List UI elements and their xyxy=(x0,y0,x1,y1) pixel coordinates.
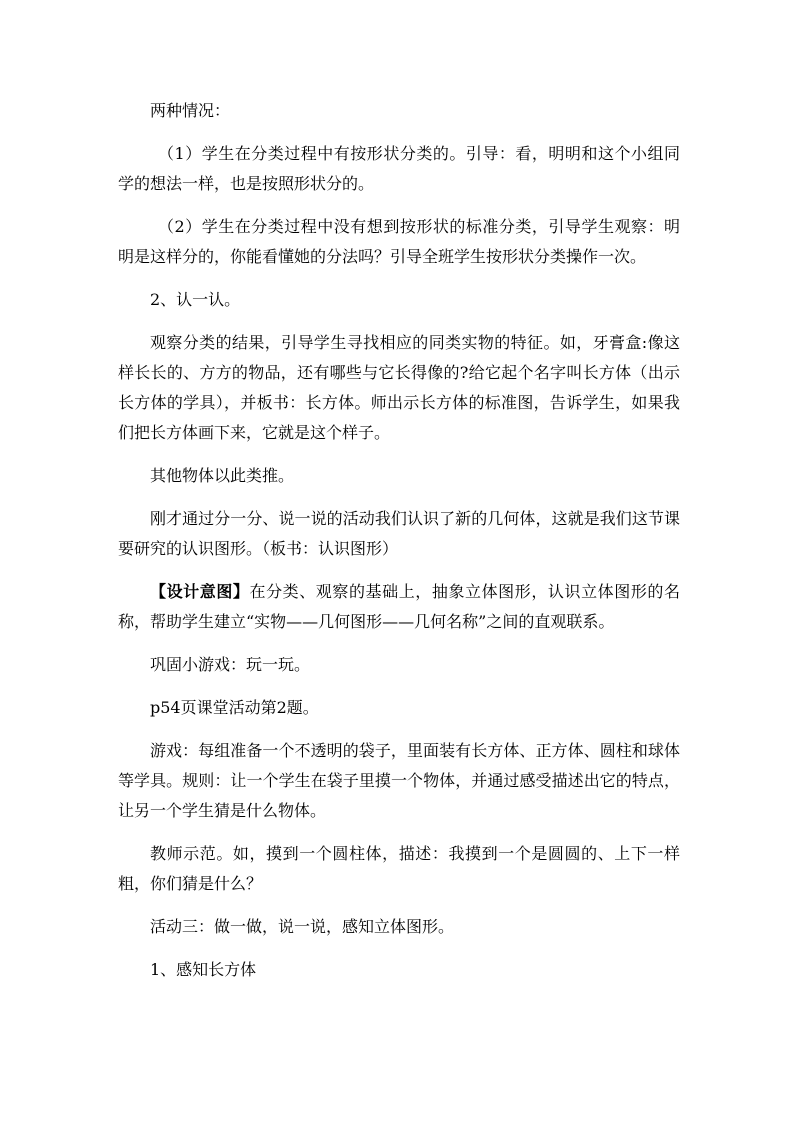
paragraph-mini-game: 巩固小游戏：玩一玩。 xyxy=(150,655,311,674)
paragraph-design-intent xyxy=(118,577,680,637)
document-body xyxy=(118,96,680,998)
paragraph-two-cases: 两种情况： xyxy=(150,101,231,120)
paragraph-page-reference: p54页课堂活动第2题。 xyxy=(150,698,319,717)
paragraph-lesson-topic: 刚才通过分一分、说一说的活动我们认识了新的几何体，这就是我们这节课要研究的认识图形。（板书：认识图形） xyxy=(118,509,680,558)
paragraph-case-2: （2）学生在分类过程中没有想到按形状的标准分类，引导学生观察：明明是这样分的，你能看懂她的分法吗？引导全班学生按形状分类操作一次。 xyxy=(118,217,680,266)
paragraph-observe-classification: 观察分类的结果，引导学生寻找相应的同类实物的特征。如，牙膏盒:像这样长长的、方方的物品，还有哪些与它长得像的?给它起个名字叫长方体（出示长方体的学具），并板书：长方体。师出示长方体的标准图，告诉学生，如果我们把长方体画下来，它就是这个样子。 xyxy=(118,333,680,442)
paragraph-case-1: （1）学生在分类过程中有按形状分类的。引导：看，明明和这个小组同学的想法一样，也是按照形状分的。 xyxy=(118,144,680,193)
paragraph-activity-3: 活动三：做一做，说一说，感知立体图形。 xyxy=(150,917,455,936)
paragraph-teacher-demo: 教师示范。如，摸到一个圆柱体，描述：我摸到一个是圆圆的、上下一样粗，你们猜是什么？ xyxy=(118,844,680,893)
design-intent-text: 在分类、观察的基础上，抽象立体图形，认识立体图形的名称，帮助学生建立“实物——几何图形——几何名称”之间的直观联系。 xyxy=(118,582,680,631)
paragraph-perceive-cuboid: 1、感知长方体 xyxy=(150,960,257,979)
design-intent-label: 【设计意图】 xyxy=(150,582,250,601)
paragraph-game-rules: 游戏：每组准备一个不透明的袋子，里面装有长方体、正方体、圆柱和球体等学具。规则：让一个学生在袋子里摸一个物体，并通过感受描述出它的特点，让另一个学生猜是什么物体。 xyxy=(118,741,680,820)
paragraph-others-analogy: 其他物体以此类推。 xyxy=(150,466,295,485)
paragraph-step-2-heading: 2、认一认。 xyxy=(150,290,241,309)
